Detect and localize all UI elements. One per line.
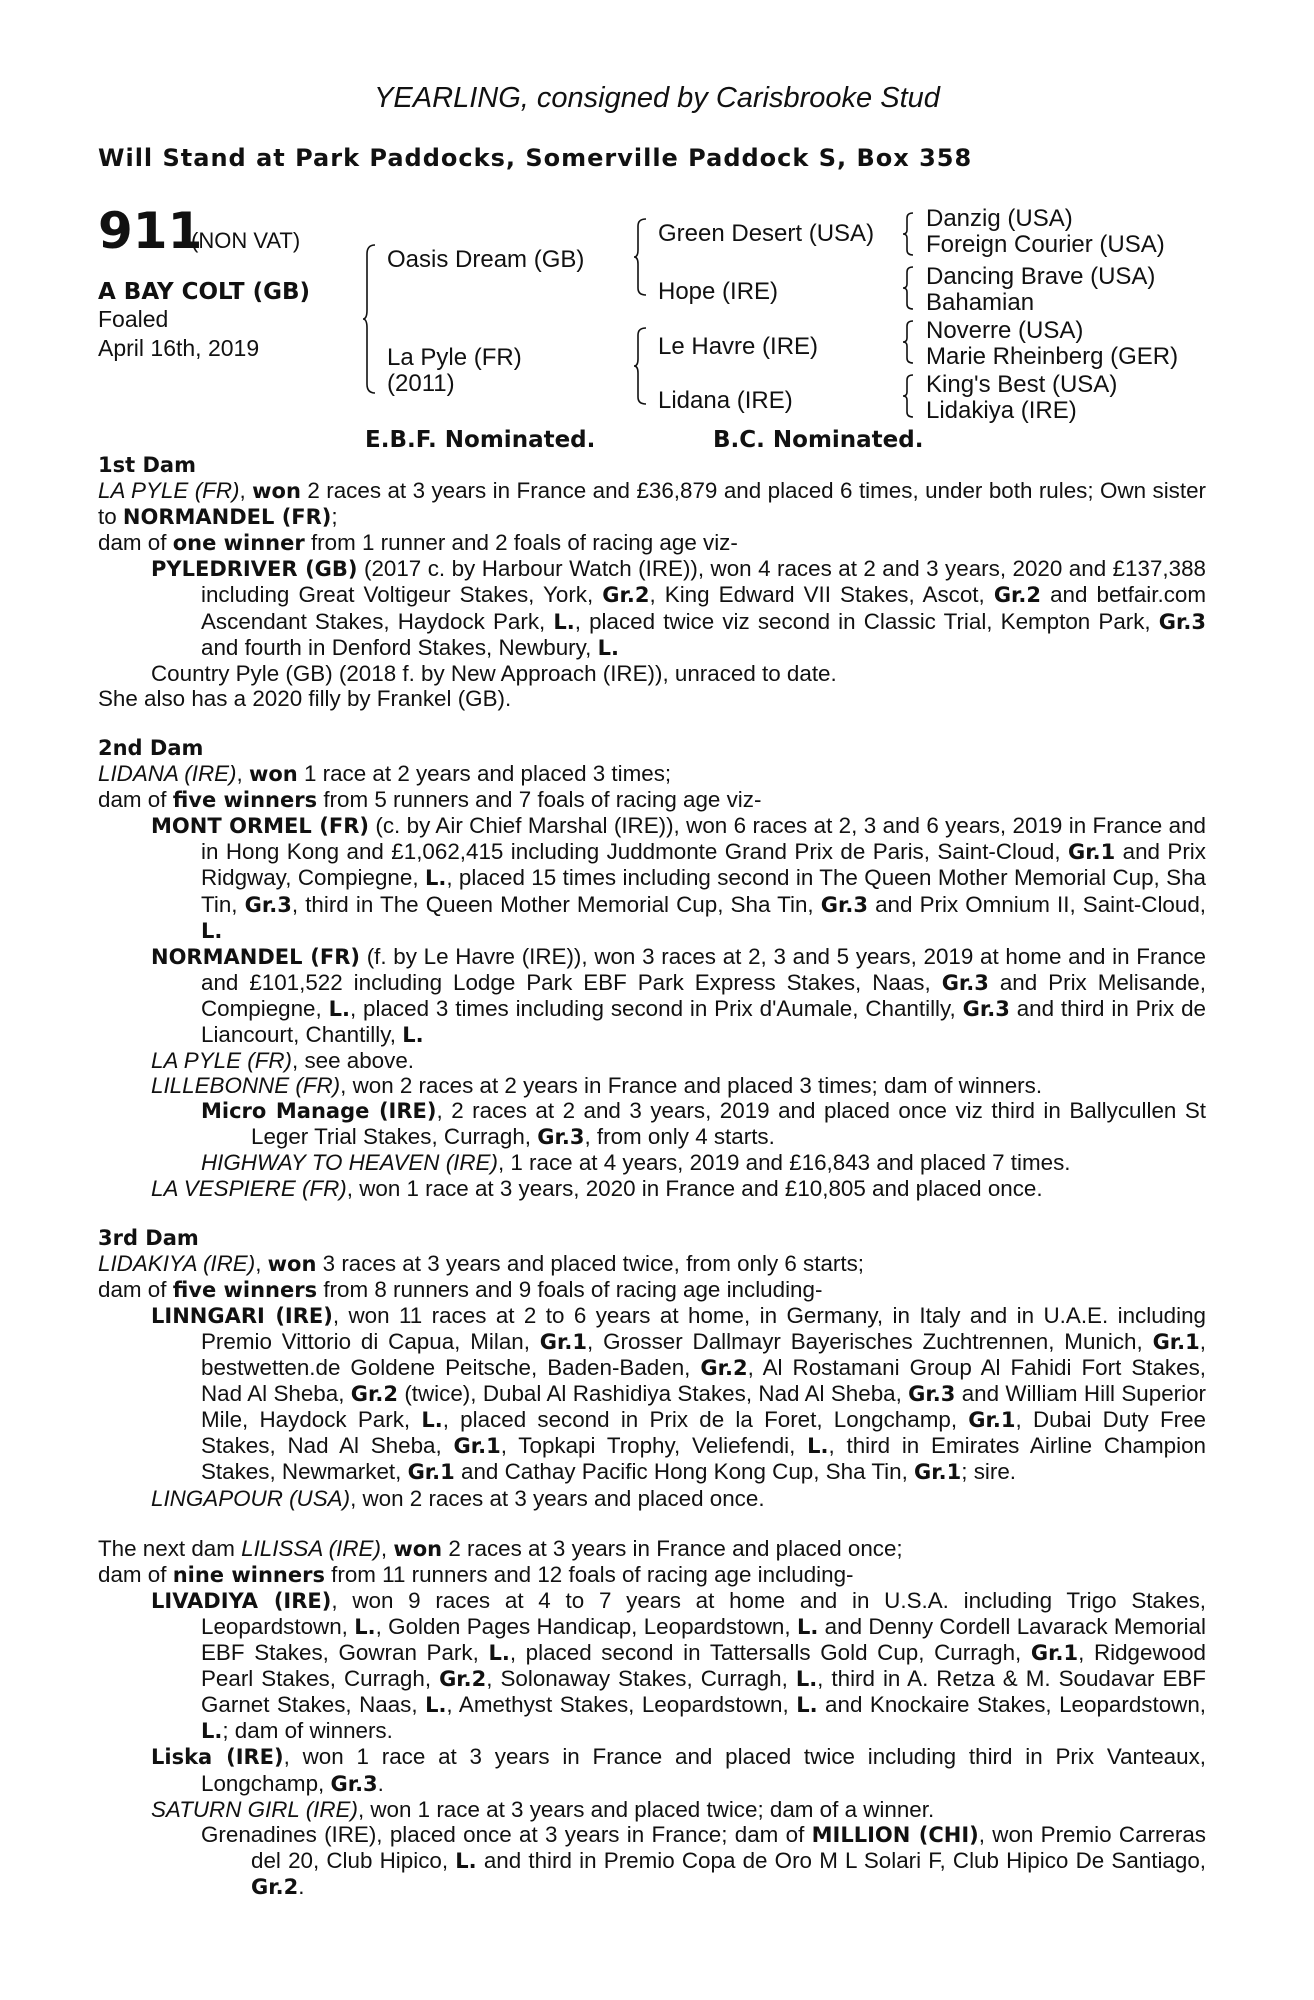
produce-la-vespiere: LA VESPIERE (FR), won 1 race at 3 years, 2020 in France and £10,805 and placed once. <box>151 1175 1043 1201</box>
lot-description: A BAY COLT (GB) <box>98 279 311 305</box>
pedigree-sire-sire: Green Desert (USA) <box>658 220 875 247</box>
first-dam-heading: 1st Dam <box>98 453 196 477</box>
pedigree-dds: King's Best (USA) <box>926 371 1118 398</box>
first-dam-record: LA PYLE (FR), won 2 races at 3 years in France and £36,879 and placed 6 times, under both rules; Own sister to NORMANDEL (FR); <box>98 478 1207 530</box>
foaled-date: April 16th, 2019 <box>98 335 260 361</box>
pedigree-dam: La Pyle (FR) <box>387 344 522 371</box>
produce-pyledriver: PYLEDRIVER (GB) (2017 c. by Harbour Watch (IRE)), won 4 races at 2 and 3 years, 2020 and £137,388 including Great Voltigeur Stakes, York, Gr.2, King Edward VII Stakes, Ascot, Gr.2 and betfair.com Ascendant Stakes, Haydock Park, L., placed twice viz second in Classic Trial, Kempton Park, Gr.3 and fourth in Denford Stakes, Newbury, L. <box>151 556 1207 660</box>
pedigree-sdd: Bahamian <box>926 289 1035 316</box>
third-dam-heading: 3rd Dam <box>98 1225 199 1250</box>
second-dam-produce-summary: dam of five winners from 5 runners and 7 foals of racing age viz- <box>98 787 762 813</box>
produce-mont-ormel: MONT ORMEL (FR) (c. by Air Chief Marshal (IRE)), won 6 races at 2, 3 and 6 years, 2019 in France and in Hong Kong and £1,062,415 including Juddmonte Grand Prix de Paris, Saint-Cloud, Gr.1 and Prix Ridgway, Compiegne, L., placed 15 times including second in The Queen Mother Memorial Cup, Sha Tin, Gr.3, third in The Queen Mother Memorial Cup, Sha Tin, Gr.3 and Prix Omnium II, Saint-Cloud, L. <box>151 813 1207 943</box>
next-dam-section <box>98 1536 1206 1900</box>
grandproduce-highway-to-heaven: HIGHWAY TO HEAVEN (IRE), 1 race at 4 years, 2019 and £16,843 and placed 7 times. <box>201 1150 1071 1176</box>
grandproduce-micro-manage: Micro Manage (IRE), 2 races at 2 and 3 years, 2019 and placed once viz third in Ballycullen St Leger Trial Stakes, Curragh, Gr.3, from only 4 starts. <box>201 1098 1206 1150</box>
ebf-nominated: E.B.F. Nominated. <box>365 427 596 453</box>
vat-status: (NON VAT) <box>191 228 301 253</box>
third-dam-produce-summary: dam of five winners from 8 runners and 9 foals of racing age including- <box>98 1276 823 1302</box>
next-dam-record: The next dam LILISSA (IRE), won 2 races at 3 years in France and placed once; <box>98 1535 903 1561</box>
produce-liska: Liska (IRE), won 1 race at 3 years in France and placed twice including third in Prix Vanteaux, Longchamp, Gr.3. <box>151 1744 1206 1796</box>
second-dam-section <box>98 736 1206 1201</box>
produce-livadiya: LIVADIYA (IRE), won 9 races at 4 to 7 years at home and in U.S.A. including Trigo Stakes, Leopardstown, L., Golden Pages Handicap, Leopardstown, L. and Denny Cordell Lavarack Memorial EBF Stakes, Gowran Park, L., placed second in Tattersalls Gold Cup, Curragh, Gr.1, Ridgewood Pearl Stakes, Curragh, Gr.2, Solonaway Stakes, Curragh, L., third in A. Retza & M. Soudavar EBF Garnet Stakes, Naas, L., Amethyst Stakes, Leopardstown, L. and Knockaire Stakes, Leopardstown, L.; dam of winners. <box>151 1587 1206 1744</box>
pedigree-dsd: Marie Rheinberg (GER) <box>926 343 1179 370</box>
stand-location: Will Stand at Park Paddocks, Somerville Paddock S, Box 358 <box>98 144 973 172</box>
pedigree-sire-dam: Hope (IRE) <box>658 278 779 305</box>
pedigree-bracket-dam <box>633 327 647 405</box>
pedigree-ddd: Lidakiya (IRE) <box>926 397 1077 424</box>
pedigree-dam-year: (2011) <box>387 370 455 397</box>
third-dam-section <box>98 1226 1206 1511</box>
second-dam-record: LIDANA (IRE), won 1 race at 2 years and placed 3 times; <box>98 761 672 787</box>
produce-linngari: LINNGARI (IRE), won 11 races at 2 to 6 years at home, in Germany, in Italy and in U.A.E. including Premio Vittorio di Capua, Milan, Gr.1, Grosser Dallmayr Bayerisches Zuchtrennen, Munich, Gr.1, bestwetten.de Goldene Peitsche, Baden-Baden, Gr.2, Al Rostamani Group Al Fahidi Fort Stakes, Nad Al Sheba, Gr.2 (twice), Dubal Al Rashidiya Stakes, Nad Al Sheba, Gr.3 and William Hill Superior Mile, Haydock Park, L., placed second in Prix de la Foret, Longchamp, Gr.1, Dubai Duty Free Stakes, Nad Al Sheba, Gr.1, Topkapi Trophy, Veliefendi, L., third in Emirates Airline Champion Stakes, Newmarket, Gr.1 and Cathay Pacific Hong Kong Cup, Sha Tin, Gr.1; sire. <box>151 1302 1206 1485</box>
pedigree-dss: Noverre (USA) <box>926 317 1084 344</box>
produce-normandel: NORMANDEL (FR) (f. by Le Havre (IRE)), won 3 races at 2, 3 and 5 years, 2019 at home and in France and £101,522 including Lodge Park EBF Park Express Stakes, Naas, Gr.3 and Prix Melisande, Compiegne, L., placed 3 times including second in Prix d'Aumale, Chantilly, Gr.3 and third in Prix de Liancourt, Chantilly, L. <box>151 943 1206 1047</box>
produce-la-pyle: LA PYLE (FR), see above. <box>151 1048 415 1074</box>
pedigree-sds: Dancing Brave (USA) <box>926 263 1156 290</box>
bc-nominated: B.C. Nominated. <box>713 427 924 453</box>
pedigree-bracket-ss <box>902 212 914 256</box>
next-dam-produce-summary: dam of nine winners from 11 runners and 12 foals of racing age including- <box>98 1561 854 1587</box>
pedigree-bracket-dd <box>902 374 914 418</box>
pedigree-bracket-gen1 <box>362 244 376 394</box>
pedigree-ssd: Foreign Courier (USA) <box>926 231 1165 258</box>
grandproduce-grenadines: Grenadines (IRE), placed once at 3 years in France; dam of MILLION (CHI), won Premio Carreras del 20, Club Hipico, L. and third in Premio Copa de Oro M L Solari F, Club Hipico De Santiago, Gr.2. <box>201 1821 1206 1899</box>
produce-lingapour: LINGAPOUR (USA), won 2 races at 3 years and placed once. <box>151 1485 765 1511</box>
produce-2020-filly: She also has a 2020 filly by Frankel (GB). <box>98 685 512 711</box>
first-dam-section <box>98 453 1206 711</box>
pedigree-dam-dam: Lidana (IRE) <box>658 387 793 414</box>
pedigree-sss: Danzig (USA) <box>926 205 1073 232</box>
second-dam-heading: 2nd Dam <box>98 735 204 760</box>
pedigree-sire: Oasis Dream (GB) <box>387 246 585 273</box>
catalogue-title: YEARLING, consigned by Carisbrooke Stud <box>374 82 940 114</box>
produce-saturn-girl: SATURN GIRL (IRE), won 1 race at 3 years and placed twice; dam of a winner. <box>151 1796 935 1822</box>
foaled-info <box>98 305 259 363</box>
produce-country-pyle: Country Pyle (GB) (2018 f. by New Approach (IRE)), unraced to date. <box>151 660 837 686</box>
pedigree-bracket-ds <box>902 320 914 364</box>
pedigree-bracket-sire <box>633 218 647 296</box>
foaled-label: Foaled <box>98 306 169 332</box>
lot-number: 911 <box>98 202 203 260</box>
pedigree-dam-sire: Le Havre (IRE) <box>658 333 819 360</box>
pedigree-notes <box>98 453 1206 1900</box>
pedigree-bracket-sd <box>902 266 914 310</box>
third-dam-record: LIDAKIYA (IRE), won 3 races at 3 years and placed twice, from only 6 starts; <box>98 1250 865 1276</box>
first-dam-produce-summary: dam of one winner from 1 runner and 2 foals of racing age viz- <box>98 530 738 556</box>
produce-lillebonne: LILLEBONNE (FR), won 2 races at 2 years in France and placed 3 times; dam of winners. <box>151 1073 1043 1099</box>
